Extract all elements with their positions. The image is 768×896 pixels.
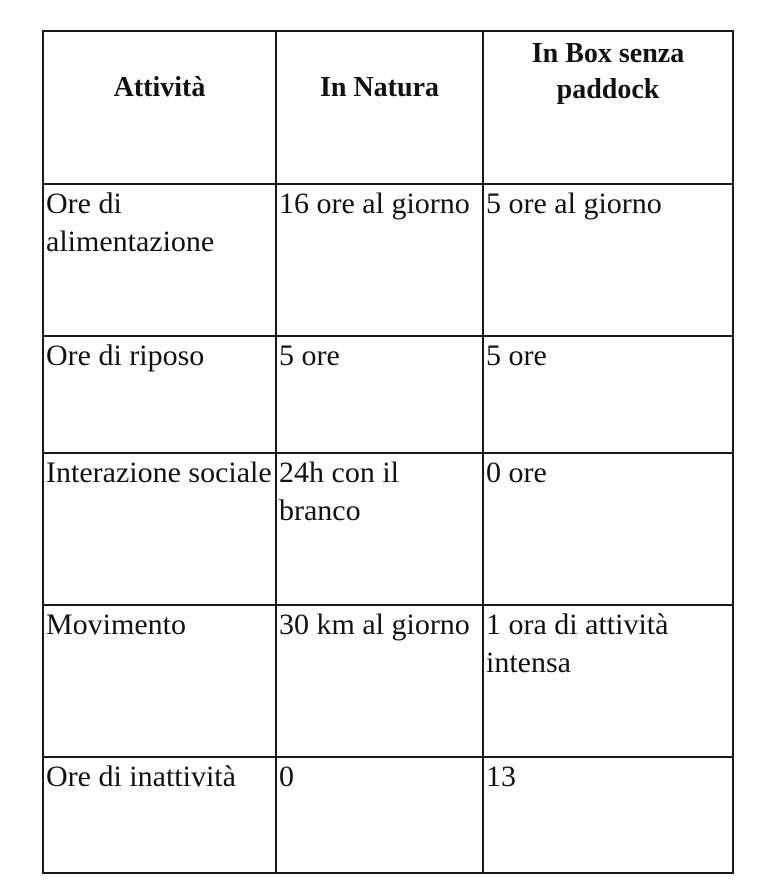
cell-box: 5 ore al giorno: [483, 184, 733, 336]
cell-nature: 30 km al giorno: [276, 605, 483, 757]
cell-nature: 16 ore al giorno: [276, 184, 483, 336]
cell-nature: 0: [276, 757, 483, 873]
comparison-table: [42, 30, 734, 874]
header-in-nature: In Natura: [276, 31, 483, 184]
cell-activity: Ore di alimentazione: [43, 184, 276, 336]
table-header-row: [43, 31, 733, 184]
header-activity: Attività: [43, 31, 276, 184]
cell-box: 1 ora di attività intensa: [483, 605, 733, 757]
table-row: [43, 453, 733, 605]
cell-nature: 24h con il branco: [276, 453, 483, 605]
cell-activity: Ore di riposo: [43, 336, 276, 453]
header-in-box: In Box senza paddock: [483, 31, 733, 184]
cell-activity: Movimento: [43, 605, 276, 757]
cell-box: 5 ore: [483, 336, 733, 453]
cell-activity: Ore di inattività: [43, 757, 276, 873]
table-row: [43, 336, 733, 453]
table-row: [43, 184, 733, 336]
cell-box: 0 ore: [483, 453, 733, 605]
cell-box: 13: [483, 757, 733, 873]
cell-nature: 5 ore: [276, 336, 483, 453]
table-row: [43, 757, 733, 873]
table-row: [43, 605, 733, 757]
cell-activity: Interazione sociale: [43, 453, 276, 605]
